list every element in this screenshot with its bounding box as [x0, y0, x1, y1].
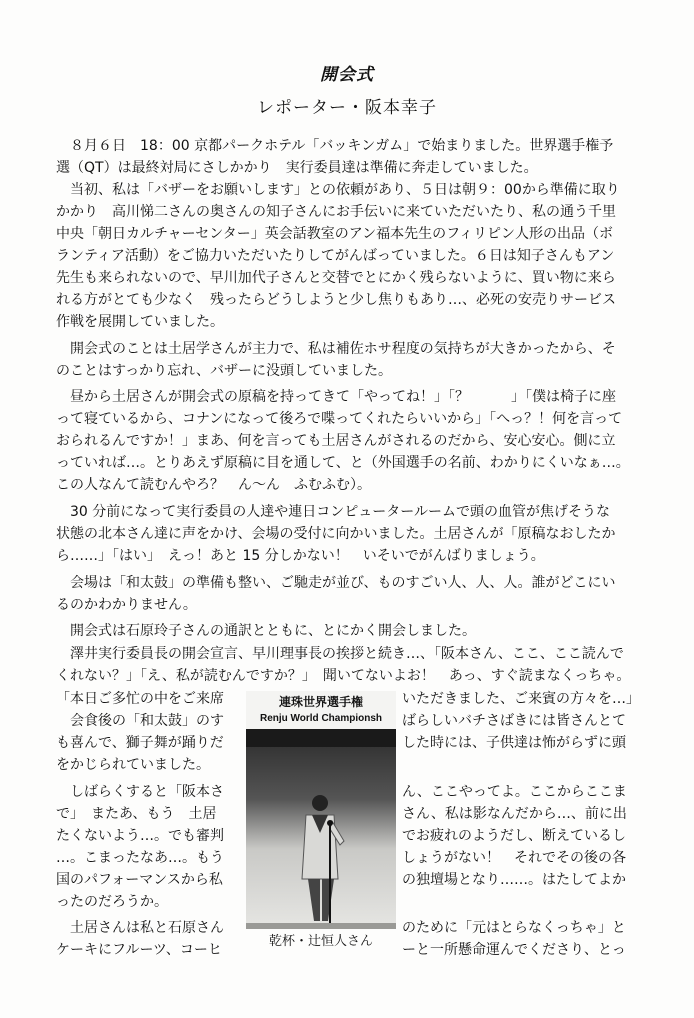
- body-line: 昼から土居さんが開会式の原稿を持ってきて「やってね！」「？ 」「僕は椅子に座: [56, 389, 616, 405]
- right-column-line: ん、ここやってよ。ここからここま: [402, 784, 627, 800]
- body-line: って寝ているから、コナンになって後ろで喋ってくれたらいいから」「へっ？！何を言って: [56, 411, 623, 427]
- body-line: かかり 高川悌二さんの奥さんの知子さんにお手伝いに来ていただいたり、私の通う千里: [56, 204, 616, 220]
- right-column-line: でお疲れのようだし、断えているし: [402, 828, 626, 844]
- right-column-line: ばらしいバチさばきには皆さんとて: [402, 713, 626, 729]
- body-line: れる方がとても少なく 残ったらどうしようと少し焦りもあり…、必死の安売りサービス: [56, 292, 616, 308]
- right-column-line: いただきました、ご来賓の方々を…」: [402, 691, 640, 707]
- left-column-line: 国のパフォーマンスから私: [56, 872, 223, 888]
- photo-banner-english: Renju World Championsh: [259, 713, 383, 724]
- left-column-line: 「本日ご多忙の中をご来席: [56, 691, 224, 707]
- body-line: おられるんですか！」まあ、何を言っても土居さんがされるのだから、安心安心。側に立: [56, 433, 616, 449]
- reporter-byline: レポーター・阪本幸子: [257, 98, 437, 118]
- body-line: 開会式は石原玲子さんの通訳とともに、とにかく開会しました。: [56, 623, 476, 639]
- right-column-line: さん、私は影なんだから…、前に出: [402, 806, 627, 822]
- banner-shadow: [246, 729, 396, 747]
- article-title: 開会式: [320, 65, 374, 85]
- body-line: 先生も来られないので、早川加代子さんと交替でとにかく残らないように、買い物に来ら: [56, 270, 616, 286]
- body-line: 澤井実行委員長の開会宣言、早川理事長の挨拶と続き…、「阪本さん、ここ、ここ読んで: [56, 646, 624, 662]
- body-line: くれない？」「え、私が読むんですか？」 聞いてないよお！ あっ、すぐ読まなくっちゃ。: [56, 668, 631, 684]
- left-column-line: ケーキにフルーツ、コーヒ: [56, 942, 222, 958]
- body-line: 開会式のことは土居学さんが主力で、私は補佐ホサ程度の気持ちが大きかったから、そ: [56, 341, 616, 357]
- event-photo: [246, 691, 396, 929]
- photo-caption: 乾杯・辻恒人さん: [268, 934, 373, 949]
- body-line: のことはすっかり忘れ、バザーに没頭していました。: [56, 363, 392, 379]
- body-line: ８月６日 18：00 京都パークホテル「バッキンガム」で始まりました。世界選手権予: [56, 138, 614, 154]
- body-line: ら……」「はい」 えっ！あと 15 分しかない！ いそいでがんばりましょう。: [56, 548, 545, 564]
- right-column-line: しょうがない！ それでその後の各: [402, 850, 626, 866]
- left-column-line: をかじられていました。: [56, 757, 210, 773]
- left-column-line: しばらくすると「阪本さ: [56, 784, 224, 800]
- right-column-line: した時には、子供達は怖がらずに頭: [402, 735, 626, 751]
- body-line: 状態の北本さん達に声をかけ、会場の受付に向かいました。土居さんが「原稿なおしたか: [56, 526, 616, 542]
- stage-floor: [246, 923, 396, 929]
- left-column-line: で」 またあ、もう 土居: [56, 806, 217, 822]
- right-column-line: のために「元はとらなくっちゃ」と: [402, 920, 626, 936]
- body-line: っていれば…。とりあえず原稿に目を通して、と（外国選手の名前、わかりにくいなぁ…。: [56, 455, 630, 471]
- body-line: 中央「朝日カルチャーセンター」英会話教室のアン福本先生のフィリピン人形の出品（ボ: [56, 226, 614, 242]
- body-line: ランティア活動）をご協力いただいたりしてがんばっていました。６日は知子さんもアン: [56, 248, 615, 264]
- body-line: 30 分前になって実行委員の人達や連日コンピュータールームで頭の血管が焦げそうな: [56, 504, 610, 520]
- photo-scene: [246, 729, 396, 929]
- left-column-line: も喜んで、獅子舞が踊りだ: [56, 735, 224, 751]
- right-column-line: の独壇場となり……。はたしてよか: [402, 872, 626, 888]
- photo-banner-japanese: 連珠世界選手権: [278, 695, 363, 709]
- body-line: この人なんて読むんやろ？ ん～ん ふむふむ）。: [56, 477, 371, 493]
- left-column-line: ったのだろうか。: [56, 894, 168, 910]
- left-column-line: 会食後の「和太鼓」のす: [56, 713, 224, 729]
- left-column-line: …。こまったなあ…。もう: [56, 850, 224, 866]
- right-column-line: ーと一所懸命運んでくださり、とっ: [402, 942, 626, 958]
- body-line: 当初、私は「バザーをお願いします」との依頼があり、５日は朝９：00から準備に取り: [56, 182, 620, 198]
- body-line: 選（QT）は最終対局にさしかかり 実行委員達は準備に奔走していました。: [56, 160, 538, 176]
- left-column-line: 土居さんは私と石原さん: [56, 920, 224, 936]
- body-line: 会場は「和太鼓」の準備も整い、ご馳走が並び、ものすごい人、人、人。誰がどこにい: [56, 575, 616, 591]
- body-line: 作戦を展開していました。: [56, 314, 224, 330]
- left-column-line: たくないよう…。でも審判: [56, 828, 224, 844]
- body-line: るのかわかりません。: [56, 597, 197, 613]
